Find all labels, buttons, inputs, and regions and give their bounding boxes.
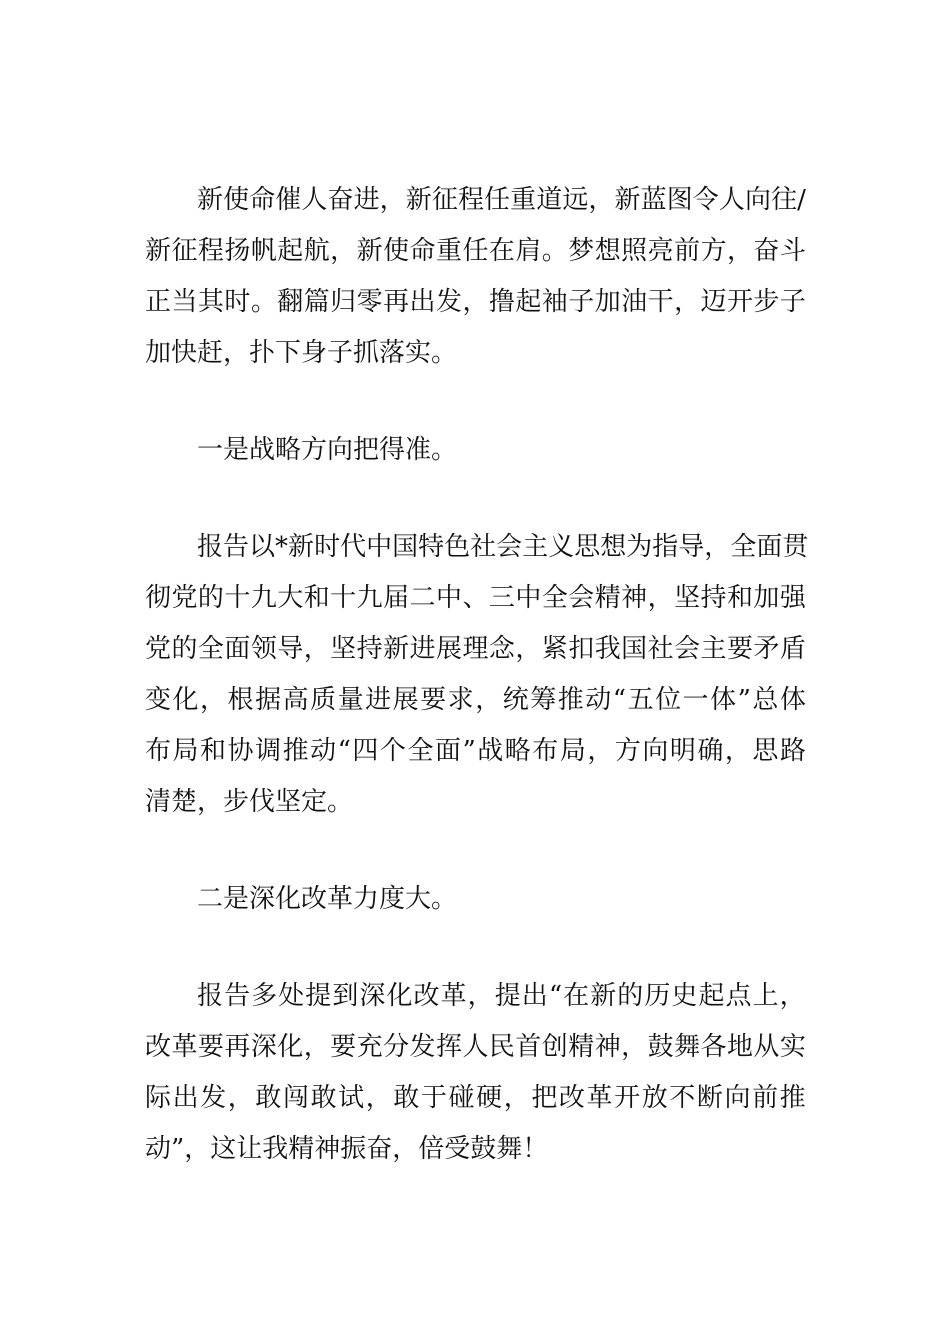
line-char: 要 (197, 1032, 224, 1062)
line-char: 确 (697, 736, 724, 766)
line-char: 持 (700, 583, 727, 613)
line-char: 统 (502, 685, 529, 715)
line-char: 航 (303, 236, 330, 266)
line-char: 发 (409, 1032, 436, 1062)
line-char: 代 (340, 532, 367, 562)
line-text: 加快赶，扑下身子抓落实。 (145, 338, 458, 368)
line-char: 路 (779, 736, 806, 766)
line-char: 矛 (753, 634, 780, 664)
line-char: 布 (532, 736, 559, 766)
line-char: 人 (301, 185, 328, 215)
line-char: 翻 (277, 287, 304, 317)
line-char: 方 (614, 736, 641, 766)
line-char: ， (674, 287, 701, 317)
line-char: 推 (282, 736, 309, 766)
line-char: 神 (621, 583, 648, 613)
line-char: 任 (462, 236, 489, 266)
line-char: 国 (392, 532, 419, 562)
line-char: 篇 (303, 287, 330, 317)
line-char: 正 (145, 287, 172, 317)
line-char: 想 (594, 236, 621, 266)
line-char: 坚 (674, 583, 701, 613)
line-char: 展 (435, 634, 462, 664)
line-char: 挥 (435, 1032, 462, 1062)
line-char: 化 (277, 1032, 304, 1062)
line-char: 发 (200, 1083, 227, 1113)
line-char: 党 (171, 583, 198, 613)
line-char: 动 (585, 685, 612, 715)
paragraph-line (197, 530, 809, 564)
line-char: 向 (724, 1083, 751, 1113)
line-char: ， (515, 634, 542, 664)
line-char: 主 (700, 634, 727, 664)
line-char: 特 (418, 532, 445, 562)
line-char: 在 (488, 236, 515, 266)
line-char: 和 (200, 736, 227, 766)
line-char: ， (647, 583, 674, 613)
line-char: 不 (669, 1083, 696, 1113)
line-char: 社 (647, 634, 674, 664)
line-char: 思 (752, 736, 779, 766)
line-char: 进 (365, 685, 392, 715)
line-char: 精 (594, 583, 621, 613)
line-char: 全 (407, 736, 434, 766)
line-char: 地 (726, 1032, 753, 1062)
line-char: 位 (655, 685, 682, 715)
line-char: 义 (548, 532, 575, 562)
line-char: 质 (310, 685, 337, 715)
line-char: 零 (356, 287, 383, 317)
line-char: 局 (559, 736, 586, 766)
line-char: 九 (356, 583, 383, 613)
line-char: 进 (409, 634, 436, 664)
paragraph-line (145, 1030, 806, 1064)
line-char: 敢 (393, 1083, 420, 1113)
line-char: 实 (779, 1032, 806, 1062)
line-char: 理 (462, 634, 489, 664)
line-char: 新 (614, 185, 641, 215)
line-char: 体 (710, 685, 737, 715)
line-char: 重 (435, 236, 462, 266)
line-char: 人 (462, 1032, 489, 1062)
line-char: 撸 (488, 287, 515, 317)
line-char: 任 (484, 185, 511, 215)
line-char: 新 (383, 634, 410, 664)
line-char: 多 (251, 981, 278, 1011)
line-char: 明 (669, 736, 696, 766)
line-char: 要 (726, 634, 753, 664)
paragraph-line (145, 785, 950, 819)
line-char: 导 (277, 634, 304, 664)
line-char: 五 (627, 685, 654, 715)
line-char: 盾 (779, 634, 806, 664)
paragraph-line (145, 734, 806, 768)
line-char: 史 (671, 981, 698, 1011)
line-char: 全 (541, 583, 568, 613)
line-char: 大 (277, 583, 304, 613)
line-char: 于 (420, 1083, 447, 1113)
line-char: ， (303, 1032, 330, 1062)
line-char: ， (467, 981, 494, 1011)
line-char: 民 (488, 1032, 515, 1062)
line-char: 放 (641, 1083, 668, 1113)
line-char: 提 (494, 981, 521, 1011)
line-char: 从 (753, 1032, 780, 1062)
line-char: 一 (682, 685, 709, 715)
line-char: 新 (197, 185, 224, 215)
paragraph-line (145, 1081, 806, 1115)
line-char: ， (365, 1083, 392, 1113)
line-char: 重 (510, 185, 537, 215)
line-char: 局 (172, 736, 199, 766)
line-char: “ (612, 685, 627, 715)
line-char: 开 (726, 287, 753, 317)
line-char: 化 (172, 685, 199, 715)
line-char: 提 (305, 981, 332, 1011)
line-char: 推 (779, 1083, 806, 1113)
line-char: ， (779, 981, 806, 1011)
line-char: 党 (145, 634, 172, 664)
section-heading (197, 433, 950, 467)
line-char: 使 (383, 236, 410, 266)
line-char: 前 (752, 1083, 779, 1113)
line-char: 袖 (541, 287, 568, 317)
line-char: 要 (420, 685, 447, 715)
line-char: 坚 (330, 634, 357, 664)
heading-text: 二是深化改革力度大。 (197, 884, 458, 914)
line-char: 强 (779, 583, 806, 613)
line-char: 根 (227, 685, 254, 715)
line-char: 远 (562, 185, 589, 215)
line-char: 程 (457, 185, 484, 215)
paragraph-line (197, 979, 806, 1013)
line-char: 贯 (782, 532, 809, 562)
line-char: 鼓 (647, 1032, 674, 1062)
line-text: 清楚，步伐坚定。 (145, 787, 354, 817)
line-char: 十 (224, 583, 251, 613)
line-char: 高 (282, 685, 309, 715)
line-char: 首 (515, 1032, 542, 1062)
line-char: 求 (447, 685, 474, 715)
line-char: 其 (197, 287, 224, 317)
line-char: 筹 (530, 685, 557, 715)
line-char: 往 (771, 185, 798, 215)
line-char: 改 (558, 1083, 585, 1113)
line-char: 在 (563, 981, 590, 1011)
line-char: 、 (462, 583, 489, 613)
line-char: 的 (197, 583, 224, 613)
line-text: 动”，这让我精神振奋，倍受鼓舞！ (145, 1134, 549, 1164)
line-char: 奋 (327, 185, 354, 215)
line-char: 面 (756, 532, 783, 562)
line-char: 使 (223, 185, 250, 215)
line-char: 子 (568, 287, 595, 317)
paragraph-line (145, 632, 806, 666)
line-char: 告 (223, 532, 250, 562)
paragraph-line (145, 285, 806, 319)
line-char: “ (337, 736, 351, 766)
line-char: 会 (496, 532, 523, 562)
line-char: 告 (224, 981, 251, 1011)
line-char: 革 (440, 981, 467, 1011)
line-char: 斗 (779, 236, 806, 266)
line-char: ， (704, 532, 731, 562)
line-char: 起 (698, 981, 725, 1011)
line-char: 我 (594, 634, 621, 664)
paragraph-line (145, 336, 950, 370)
line-char: 中 (366, 532, 393, 562)
line-char: ” (737, 685, 751, 715)
line-char: 开 (614, 1083, 641, 1113)
line-char: 新 (145, 236, 172, 266)
line-char: 各 (700, 1032, 727, 1062)
line-char: 届 (383, 583, 410, 613)
line-char: 起 (277, 236, 304, 266)
line-char: 色 (444, 532, 471, 562)
line-char: 上 (752, 981, 779, 1011)
line-char: 试 (338, 1083, 365, 1113)
line-char: 断 (696, 1083, 723, 1113)
line-char: 十 (330, 583, 357, 613)
line-char: ， (503, 1083, 530, 1113)
line-char: 念 (488, 634, 515, 664)
line-char: 中 (435, 583, 462, 613)
line-char: 推 (557, 685, 584, 715)
line-char: ， (587, 736, 614, 766)
line-char: 道 (536, 185, 563, 215)
line-char: 向 (642, 736, 669, 766)
line-char: 会 (568, 583, 595, 613)
line-char: 起 (515, 287, 542, 317)
line-char: 新 (356, 236, 383, 266)
line-char: 出 (409, 287, 436, 317)
line-char: 的 (617, 981, 644, 1011)
line-char: 蓝 (640, 185, 667, 215)
line-char: 以 (249, 532, 276, 562)
section-heading (197, 882, 950, 916)
line-char: 干 (647, 287, 674, 317)
line-char: 略 (504, 736, 531, 766)
line-char: 深 (250, 1032, 277, 1062)
line-char: 子 (779, 287, 806, 317)
line-char: 。 (541, 236, 568, 266)
line-char: 报 (197, 532, 224, 562)
line-char: 发 (435, 287, 462, 317)
line-char: 彻 (145, 583, 172, 613)
line-char: ， (330, 236, 357, 266)
line-char: ， (475, 685, 502, 715)
line-char: 充 (356, 1032, 383, 1062)
line-char: ， (588, 185, 615, 215)
line-char: 面 (224, 634, 251, 664)
line-char: 和 (726, 583, 753, 613)
line-char: 量 (337, 685, 364, 715)
line-char: 人 (718, 185, 745, 215)
line-char: ， (303, 634, 330, 664)
paragraph-line (145, 683, 806, 717)
line-char: 体 (779, 685, 806, 715)
line-char: 新 (590, 981, 617, 1011)
line-char: 指 (652, 532, 679, 562)
line-char: 总 (752, 685, 779, 715)
line-char: 敢 (310, 1083, 337, 1113)
line-char: ， (621, 1032, 648, 1062)
line-char: 的 (171, 634, 198, 664)
line-char: ， (227, 1083, 254, 1113)
line-char: 帆 (250, 236, 277, 266)
line-char: 创 (541, 1032, 568, 1062)
line-char: 革 (171, 1032, 198, 1062)
line-char: 把 (531, 1083, 558, 1113)
line-char: 际 (145, 1083, 172, 1113)
line-char: 深 (359, 981, 386, 1011)
line-char: 步 (753, 287, 780, 317)
line-char: 奋 (753, 236, 780, 266)
line-char: 协 (227, 736, 254, 766)
line-char: 肩 (515, 236, 542, 266)
line-char: 出 (521, 981, 548, 1011)
line-char: 报 (197, 981, 224, 1011)
line-char: * (275, 532, 289, 562)
line-char: 前 (674, 236, 701, 266)
paragraph-line (145, 234, 806, 268)
line-char: “ (548, 981, 563, 1011)
line-char: 催 (275, 185, 302, 215)
line-char: 布 (145, 736, 172, 766)
line-char: 加 (753, 583, 780, 613)
paragraph-line (145, 581, 806, 615)
line-char: 导 (678, 532, 705, 562)
line-char: 面 (434, 736, 461, 766)
line-char: 中 (515, 583, 542, 613)
line-char: 九 (250, 583, 277, 613)
line-char: 动 (310, 736, 337, 766)
line-char: 个 (379, 736, 406, 766)
line-char: 再 (383, 287, 410, 317)
line-char: 二 (409, 583, 436, 613)
line-char: 要 (330, 1032, 357, 1062)
line-char: ， (462, 287, 489, 317)
line-char: 点 (725, 981, 752, 1011)
line-char: 征 (171, 236, 198, 266)
line-char: 照 (621, 236, 648, 266)
heading-text: 一是战略方向把得准。 (197, 435, 458, 465)
line-char: 和 (303, 583, 330, 613)
line-char: 。 (250, 287, 277, 317)
line-char: 时 (314, 532, 341, 562)
line-char: ， (724, 736, 751, 766)
line-char: 向 (744, 185, 771, 215)
line-char: 再 (224, 1032, 251, 1062)
line-char: 化 (386, 981, 413, 1011)
line-char: 改 (413, 981, 440, 1011)
line-char: 革 (586, 1083, 613, 1113)
line-char: / (797, 185, 806, 215)
line-char: 程 (197, 236, 224, 266)
line-char: 全 (197, 634, 224, 664)
line-char: 时 (224, 287, 251, 317)
line-char: 梦 (568, 236, 595, 266)
line-char: 进 (353, 185, 380, 215)
line-char: 领 (250, 634, 277, 664)
line-char: 为 (626, 532, 653, 562)
line-char: 持 (356, 634, 383, 664)
line-char: 敢 (255, 1083, 282, 1113)
line-char: 方 (700, 236, 727, 266)
line-char: 迈 (700, 287, 727, 317)
line-char: 新 (405, 185, 432, 215)
line-char: 变 (145, 685, 172, 715)
line-char: 碰 (448, 1083, 475, 1113)
line-char: 会 (674, 634, 701, 664)
line-char: 主 (522, 532, 549, 562)
line-char: 紧 (541, 634, 568, 664)
line-char: 硬 (476, 1083, 503, 1113)
line-char: 新 (288, 532, 315, 562)
line-char: 改 (145, 1032, 172, 1062)
line-char: ， (726, 236, 753, 266)
line-char: 四 (352, 736, 379, 766)
line-char: ， (379, 185, 406, 215)
line-char: 调 (255, 736, 282, 766)
line-char: 油 (621, 287, 648, 317)
line-char: 亮 (647, 236, 674, 266)
line-char: 国 (621, 634, 648, 664)
line-char: 三 (488, 583, 515, 613)
line-char: 展 (392, 685, 419, 715)
line-char: 令 (692, 185, 719, 215)
line-char: 扣 (568, 634, 595, 664)
line-char: 加 (594, 287, 621, 317)
line-char: 征 (431, 185, 458, 215)
line-char: 想 (600, 532, 627, 562)
line-char: 到 (332, 981, 359, 1011)
line-char: 思 (574, 532, 601, 562)
line-char: 全 (730, 532, 757, 562)
line-char: ， (200, 685, 227, 715)
line-char: 命 (249, 185, 276, 215)
line-char: 命 (409, 236, 436, 266)
line-char: 分 (383, 1032, 410, 1062)
line-char: 历 (644, 981, 671, 1011)
line-char: 图 (666, 185, 693, 215)
line-char: 舞 (674, 1032, 701, 1062)
line-char: ” (462, 736, 476, 766)
paragraph-line (197, 183, 806, 217)
line-char: 处 (278, 981, 305, 1011)
line-char: 精 (568, 1032, 595, 1062)
line-char: 战 (477, 736, 504, 766)
line-char: 神 (594, 1032, 621, 1062)
line-char: 当 (171, 287, 198, 317)
line-char: 出 (172, 1083, 199, 1113)
line-char: 据 (255, 685, 282, 715)
line-char: 扬 (224, 236, 251, 266)
line-char: 归 (330, 287, 357, 317)
line-char: 闯 (282, 1083, 309, 1113)
line-char: 社 (470, 532, 497, 562)
paragraph-line (145, 1132, 950, 1166)
